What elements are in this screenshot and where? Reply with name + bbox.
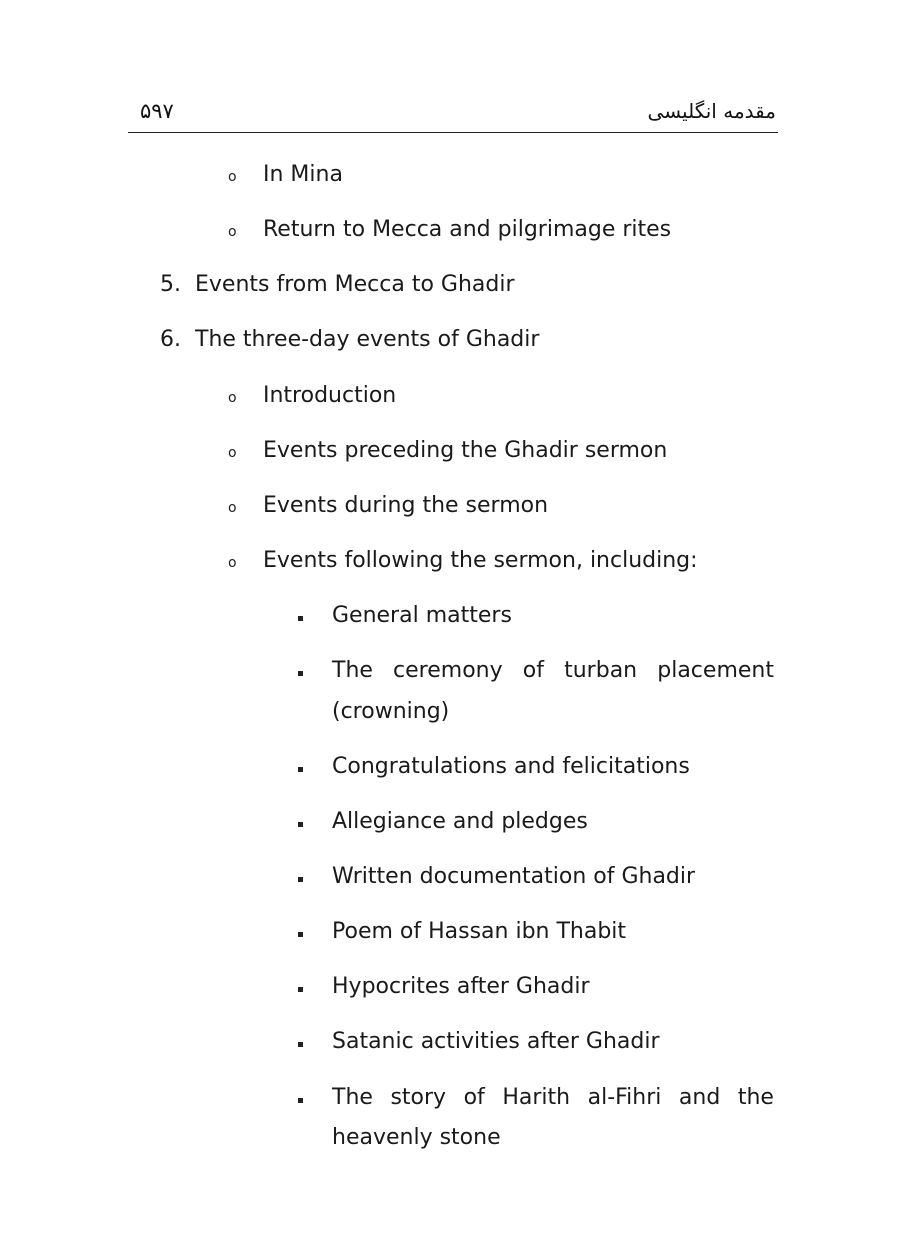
list-marker [298,1042,303,1047]
list-item: Return to Mecca and pilgrimage rites [263,217,672,242]
list-marker: o [228,169,237,185]
list-marker [298,987,303,992]
list-marker: o [228,555,237,571]
word: turban [564,658,638,683]
list-item: Introduction [263,383,397,408]
word: The [332,658,373,683]
word: of [463,1085,485,1110]
word: The [332,1085,373,1110]
list-marker: 6. [160,327,181,352]
list-item: Written documentation of Ghadir [332,864,696,889]
running-title: مقدمه انگلیسی [647,99,776,123]
list-marker [298,616,303,621]
list-item-line-2: heavenly stone [332,1125,501,1150]
word: and [678,1085,721,1110]
list-item-line-1 [332,651,774,691]
list-item: Poem of Hassan ibn Thabit [332,919,627,944]
list-marker [298,822,303,827]
list-marker [298,877,303,882]
list-item-line-1 [332,1078,774,1118]
list-marker [298,1098,303,1103]
list-item: Events from Mecca to Ghadir [195,272,515,297]
list-marker: o [228,445,237,461]
word: placement [657,658,774,683]
list-item-line-2: (crowning) [332,699,450,724]
word: of [522,658,544,683]
list-item: Events following the sermon, including: [263,548,698,573]
list-item: Satanic activities after Ghadir [332,1029,660,1054]
list-marker [298,671,303,676]
list-item: Allegiance and pledges [332,809,588,834]
list-item: Congratulations and felicitations [332,754,690,779]
word: the [737,1085,774,1110]
word: story [390,1085,447,1110]
list-marker [298,767,303,772]
word: al-Fihri [587,1085,662,1110]
word: ceremony [393,658,503,683]
list-item: Events during the sermon [263,493,549,518]
list-marker [298,932,303,937]
list-item: The three-day events of Ghadir [195,327,540,352]
list-marker: o [228,500,237,516]
list-marker: o [228,224,237,240]
list-marker: 5. [160,272,181,297]
list-item: Hypocrites after Ghadir [332,974,590,999]
list-marker: o [228,390,237,406]
list-item: General matters [332,603,512,628]
page-header [128,96,778,133]
list-item: Events preceding the Ghadir sermon [263,438,668,463]
page-number: ۵۹۷ [140,99,174,123]
list-item: In Mina [263,162,343,187]
word: Harith [502,1085,571,1110]
